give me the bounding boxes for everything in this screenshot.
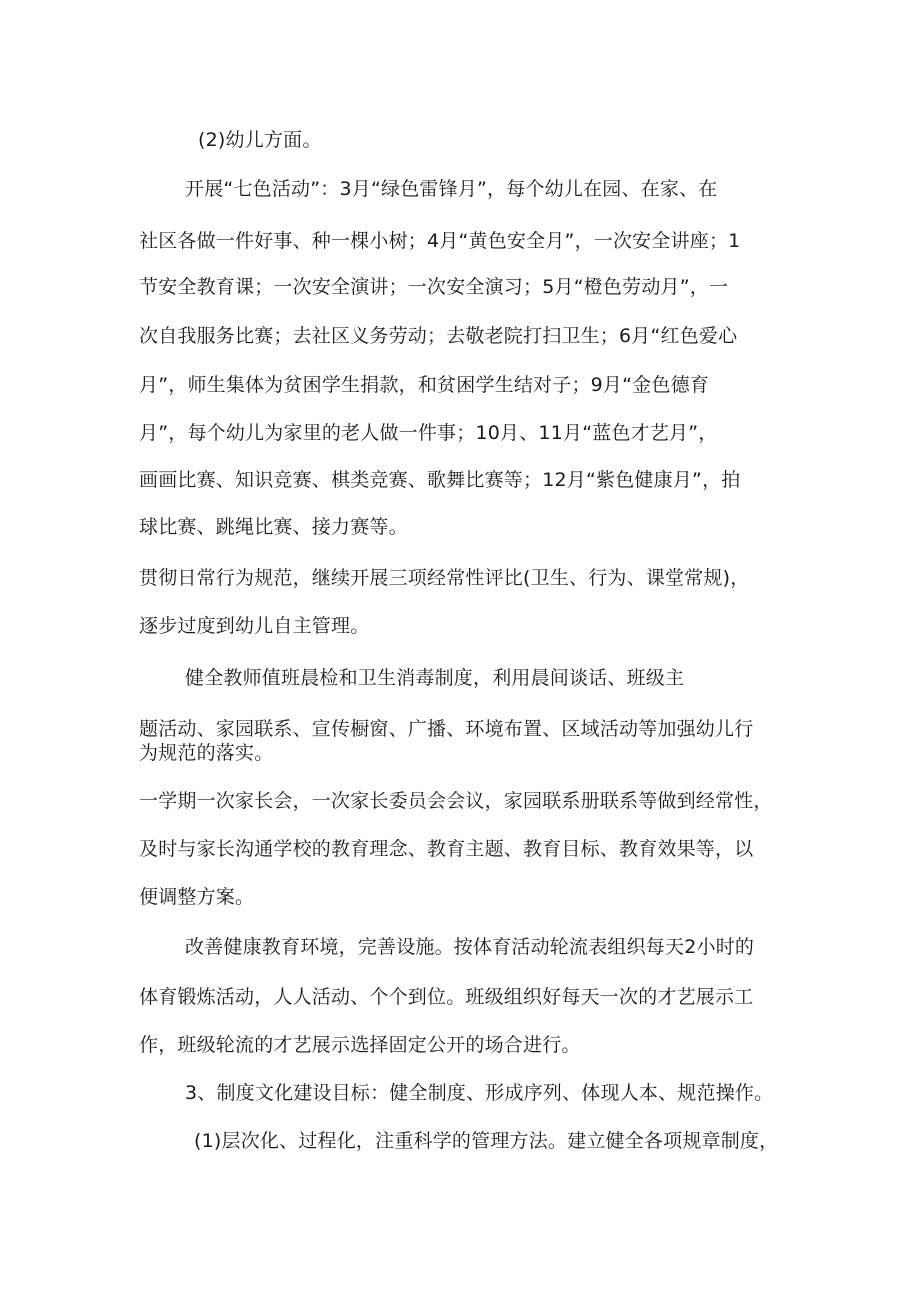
list-item-3: 3、制度文化建设目标：健全制度、形成序列、体现人本、规范操作。 [185, 1082, 774, 1104]
paragraph-line: 及时与家长沟通学校的教育理念、教育主题、教育目标、教育效果等，以 [139, 838, 754, 860]
paragraph-line: 题活动、家园联系、宣传橱窗、广播、环境布置、区域活动等加强幼儿行 [139, 718, 754, 740]
paragraph-line: 贯彻日常行为规范，继续开展三项经常性评比(卫生、行为、课堂常规)， [139, 567, 750, 589]
paragraph-line: 节安全教育课；一次安全演讲；一次安全演习；5月“橙色劳动月”，一 [139, 276, 729, 298]
paragraph-line: 改善健康教育环境，完善设施。按体育活动轮流表组织每天2小时的 [185, 936, 755, 958]
paragraph-line: 开展“七色活动”：3月“绿色雷锋月”，每个幼儿在园、在家、在 [185, 178, 718, 200]
paragraph-line: 画画比赛、知识竞赛、棋类竞赛、歌舞比赛等；12月“紫色健康月”，拍 [139, 469, 741, 491]
paragraph-line: 次自我服务比赛；去社区义务劳动；去敬老院打扫卫生；6月“红色爱心 [139, 325, 738, 347]
section-heading: (2)幼儿方面。 [198, 129, 322, 151]
paragraph-line: 作，班级轮流的才艺展示选择固定公开的场合进行。 [139, 1034, 581, 1056]
paragraph-line: 社区各做一件好事、种一棵小树；4月“黄色安全月”，一次安全讲座；1 [139, 230, 741, 252]
paragraph-line: 月”，师生集体为贫困学生捐款，和贫困学生结对子；9月“金色德育 [139, 374, 709, 396]
paragraph-line: 月”，每个幼儿为家里的老人做一件事；10月、11月“蓝色才艺月”， [139, 422, 718, 444]
paragraph-line: 为规范的落实。 [139, 742, 274, 764]
paragraph-line: 健全教师值班晨检和卫生消毒制度，利用晨间谈话、班级主 [185, 667, 685, 689]
paragraph-line: 便调整方案。 [139, 886, 255, 908]
paragraph-line: 球比赛、跳绳比赛、接力赛等。 [139, 516, 408, 538]
paragraph-line: 体育锻炼活动，人人活动、个个到位。班级组织好每天一次的才艺展示工 [139, 986, 754, 1008]
paragraph-line: 逐步过度到幼儿自主管理。 [139, 615, 370, 637]
paragraph-line: 一学期一次家长会，一次家长委员会会议，家园联系册联系等做到经常性， [139, 790, 773, 812]
list-item-3-1: (1)层次化、过程化，注重科学的管理方法。建立健全各项规章制度， [194, 1130, 779, 1152]
